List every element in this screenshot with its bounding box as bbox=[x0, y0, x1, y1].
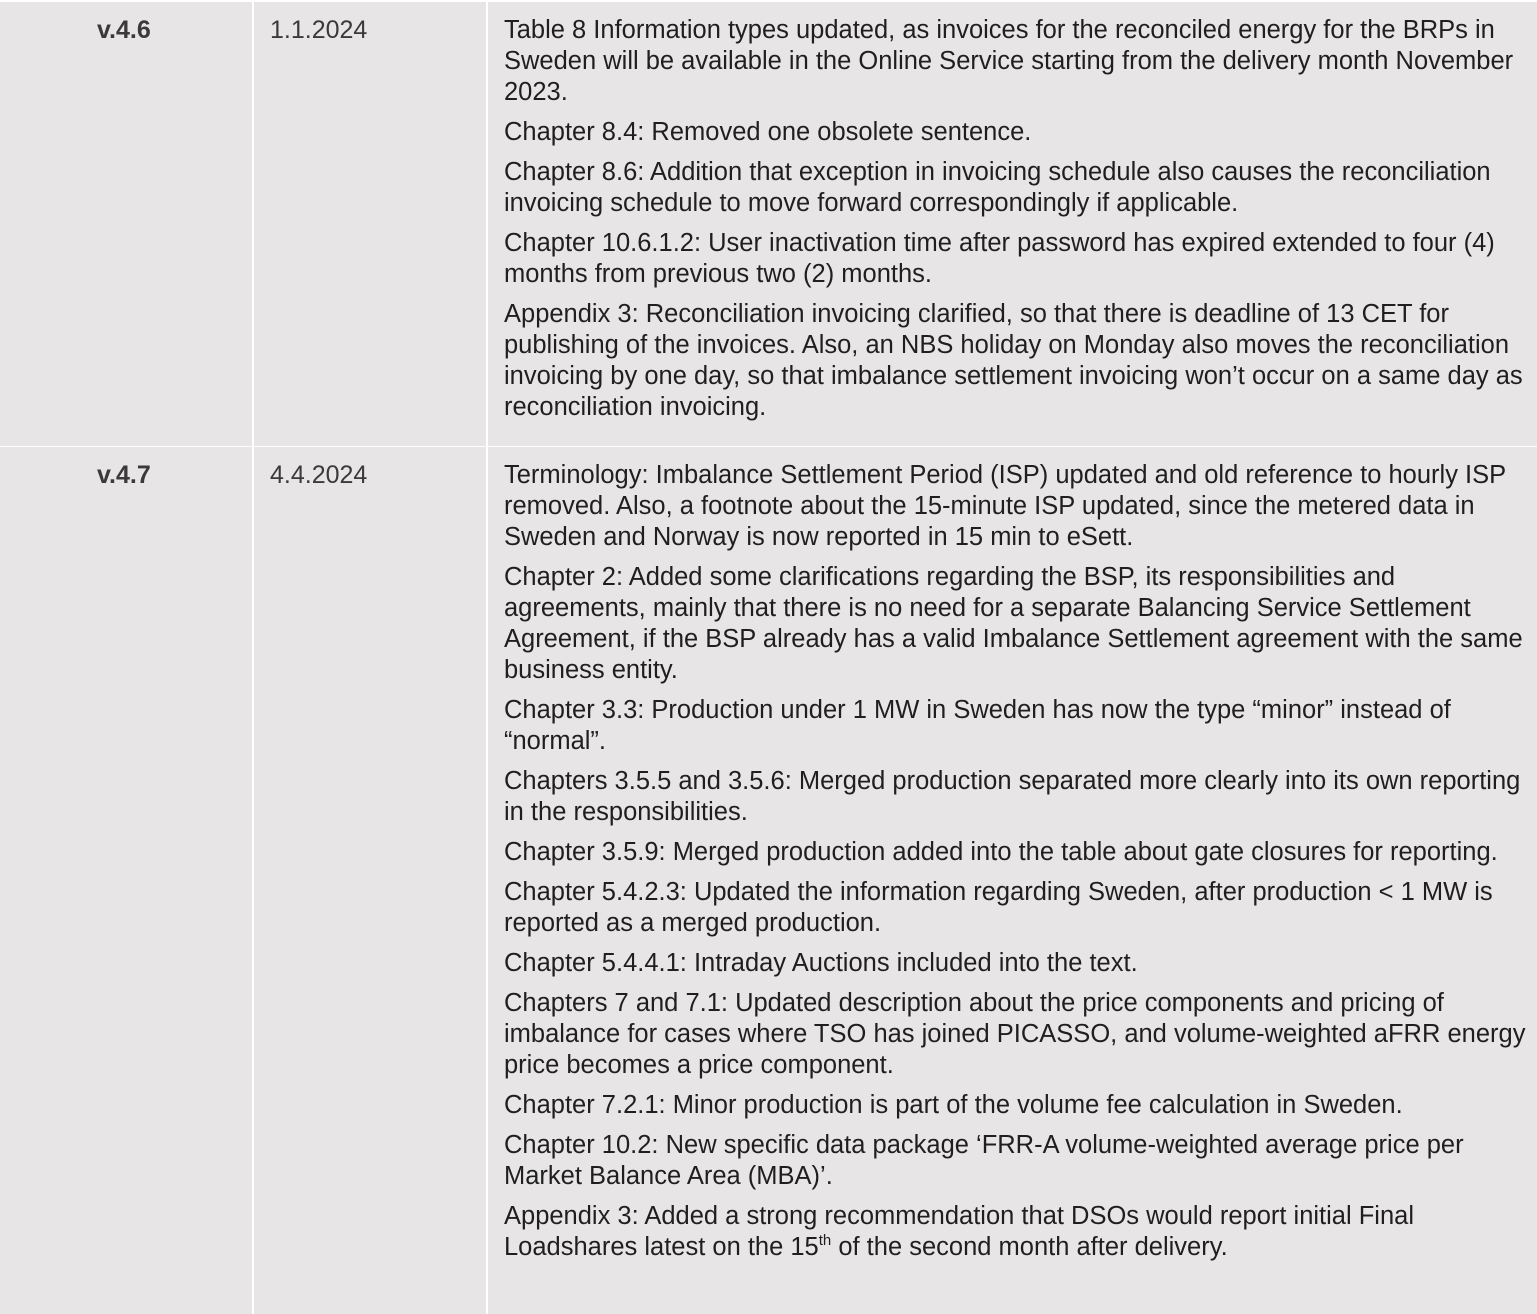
change-item: Chapter 10.2: New specific data package ‘FRR-A volume-weighted average price per Market Balance Area (MBA)’. bbox=[504, 1131, 1464, 1190]
change-text: of the second month after delivery. bbox=[831, 1233, 1228, 1261]
change-item: Chapter 10.6.1.2: User inactivation time after password has expired extended to four (4) months from previous two (2) months. bbox=[504, 229, 1495, 288]
change-item: Chapter 8.6: Addition that exception in invoicing schedule also causes the reconciliation invoicing schedule to move forward correspondingly if applicable. bbox=[504, 158, 1491, 217]
change-item: Chapter 8.4: Removed one obsolete sentence. bbox=[504, 118, 1032, 146]
change-item: Chapter 2: Added some clarifications regarding the BSP, its responsibilities and agreements, mainly that there is no need for a separate Balancing Service Settlement Agreement, if the BSP already has a valid Imbalance Settlement agreement with the same business entity. bbox=[504, 563, 1523, 684]
date-cell: 4.4.2024 bbox=[270, 461, 368, 489]
changes-cell bbox=[504, 460, 1528, 1272]
change-item: Chapter 3.5.9: Merged production added into the table about gate closures for reporting. bbox=[504, 838, 1498, 866]
change-item: Chapter 5.4.4.1: Intraday Auctions included into the text. bbox=[504, 949, 1138, 977]
change-item: Chapters 7 and 7.1: Updated description about the price components and pricing of imbalance for cases where TSO has joined PICASSO, and volume-weighted aFRR energy price becomes a price component. bbox=[504, 989, 1526, 1079]
version-cell: v.4.6 bbox=[97, 16, 151, 44]
ordinal-suffix: th bbox=[818, 1232, 832, 1249]
change-item: Terminology: Imbalance Settlement Period (ISP) updated and old reference to hourly ISP removed. Also, a footnote about the 15-minute ISP updated, since the metered data in Sweden and Norway is now reported in 15 min to eSett. bbox=[504, 461, 1506, 551]
change-item: Chapter 3.3: Production under 1 MW in Sweden has now the type “minor” instead of “normal”. bbox=[504, 696, 1451, 755]
change-item: Chapter 7.2.1: Minor production is part of the volume fee calculation in Sweden. bbox=[504, 1091, 1403, 1119]
table-row bbox=[0, 447, 1537, 1314]
change-item: Appendix 3: Reconciliation invoicing clarified, so that there is deadline of 13 CET for publishing of the invoices. Also, an NBS holiday on Monday also moves the reconciliation invoicing by one day, so that imbalance settlement invoicing won’t occur on a same day as reconciliation invoicing. bbox=[504, 300, 1523, 421]
change-item-appendix bbox=[504, 1201, 1528, 1263]
changes-cell bbox=[504, 15, 1528, 432]
table-row bbox=[0, 0, 1537, 446]
date-cell: 1.1.2024 bbox=[270, 16, 368, 44]
change-text: Appendix 3: Added a strong recommendation that DSOs would report initial Final Loadshares latest on the 15 bbox=[504, 1202, 1415, 1261]
version-cell: v.4.7 bbox=[97, 461, 151, 489]
change-item: Chapter 5.4.2.3: Updated the information regarding Sweden, after production < 1 MW is reported as a merged production. bbox=[504, 878, 1493, 937]
change-item: Table 8 Information types updated, as invoices for the reconciled energy for the BRPs in Sweden will be available in the Online Service starting from the delivery month November 2023. bbox=[504, 16, 1514, 106]
change-item: Chapters 3.5.5 and 3.5.6: Merged production separated more clearly into its own reporting in the responsibilities. bbox=[504, 767, 1521, 826]
